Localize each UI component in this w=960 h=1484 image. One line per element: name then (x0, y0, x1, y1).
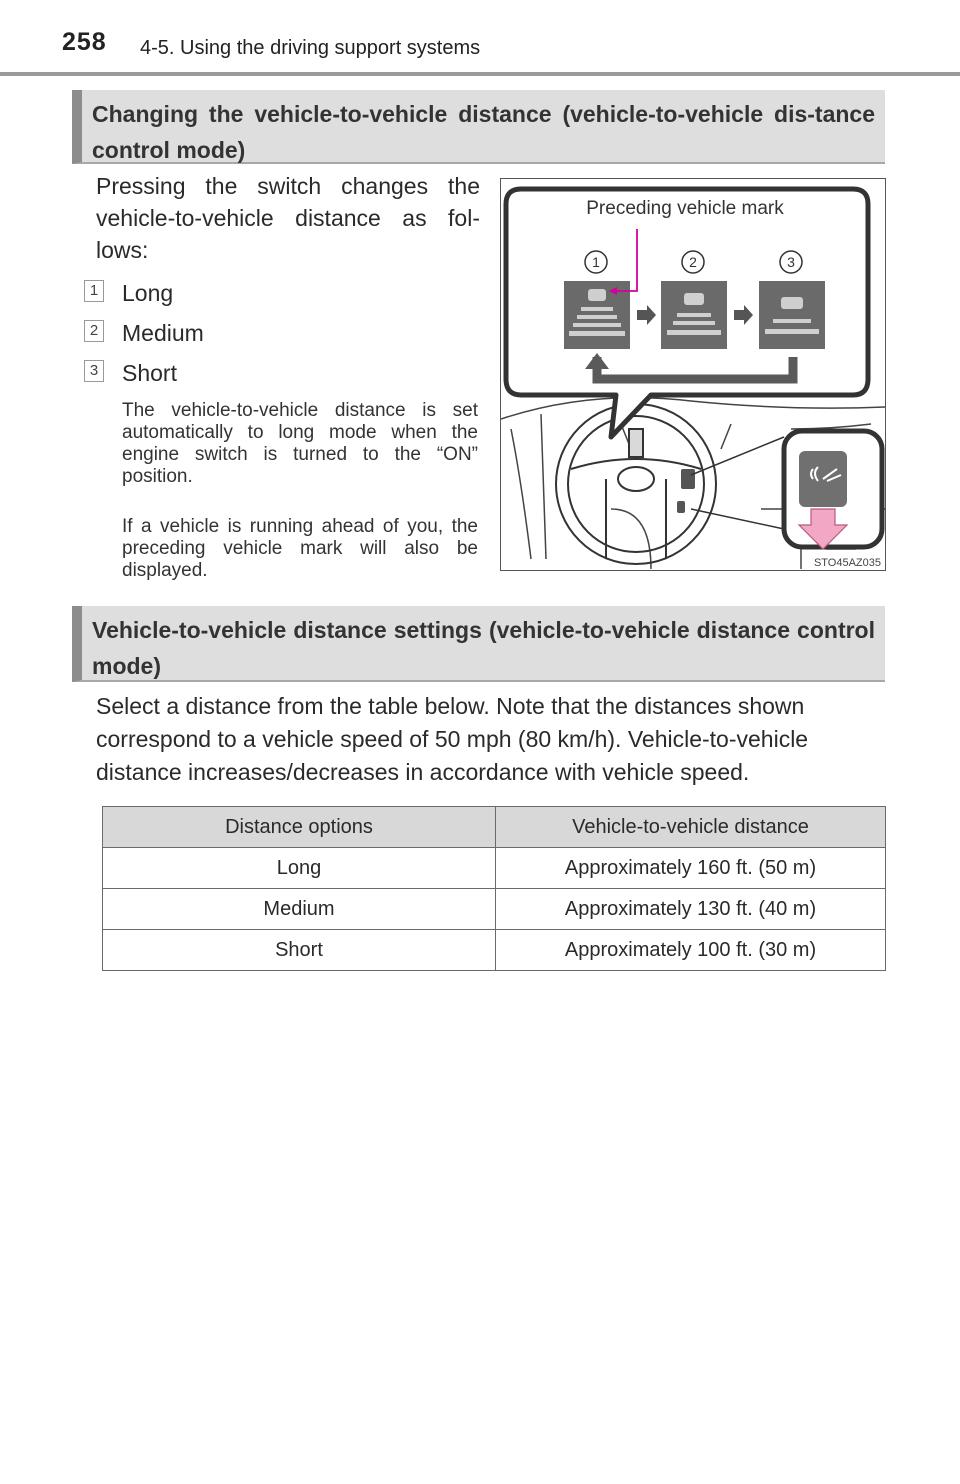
table-row (103, 889, 886, 930)
settings-paragraph: Select a distance from the table below. Note that the distances shown correspond to a vehicle speed of 50 mph (80 km/h). Vehicle-to-vehicle distance increases/decreases in accordance with vehicle speed. (96, 693, 809, 785)
table-cell: Approximately 100 ft. (30 m) (496, 930, 886, 971)
item-number-badge: 3 (84, 360, 104, 382)
figure-label-2: 2 (689, 254, 697, 270)
table-cell: Long (103, 848, 496, 889)
switch-inset (784, 431, 882, 549)
distance-switch-illustration (500, 178, 886, 571)
figure-code: STO45AZ035 (813, 557, 881, 569)
note-long-mode-default: The vehicle-to-vehicle distance is set automatically to long mode when the engine switch is turned to the “ON” position. (122, 400, 478, 487)
item-label: Long (122, 280, 174, 306)
item-number-badge: 1 (84, 280, 104, 302)
table-cell: Short (103, 930, 496, 971)
figure-label-1: 1 (592, 254, 600, 270)
section-heading-distance-settings: Vehicle-to-vehicle distance settings (vehicle-to-vehicle distance control mode) (72, 606, 885, 682)
table-cell: Approximately 160 ft. (50 m) (496, 848, 886, 889)
figure-label-3: 3 (787, 254, 795, 270)
table-row (103, 930, 886, 971)
note-preceding-vehicle: If a vehicle is running ahead of you, the preceding vehicle mark will also be displayed. (122, 516, 478, 581)
page-number: 258 (62, 28, 107, 56)
chapter-section-title: 4-5. Using the driving support systems (140, 37, 481, 59)
item-number-badge: 2 (84, 320, 104, 342)
illustration-svg (501, 179, 885, 570)
intro-paragraph: Pressing the switch changes the vehicle-to-vehicle distance as fol-lows: (96, 173, 480, 263)
table-cell: Approximately 130 ft. (40 m) (496, 889, 886, 930)
table-cell: Medium (103, 889, 496, 930)
table-row (103, 848, 886, 889)
table-header-row (103, 807, 886, 848)
preceding-vehicle-mark-label: Preceding vehicle mark (586, 198, 784, 219)
item-label: Medium (122, 320, 204, 346)
table-header-cell: Distance options (103, 807, 496, 848)
distance-table (102, 806, 886, 971)
header-rule (0, 72, 960, 76)
table-header-cell: Vehicle-to-vehicle distance (496, 807, 886, 848)
section-heading-changing-distance: Changing the vehicle-to-vehicle distance (vehicle-to-vehicle dis-tance control mode) (72, 90, 885, 164)
item-label: Short (122, 360, 177, 386)
